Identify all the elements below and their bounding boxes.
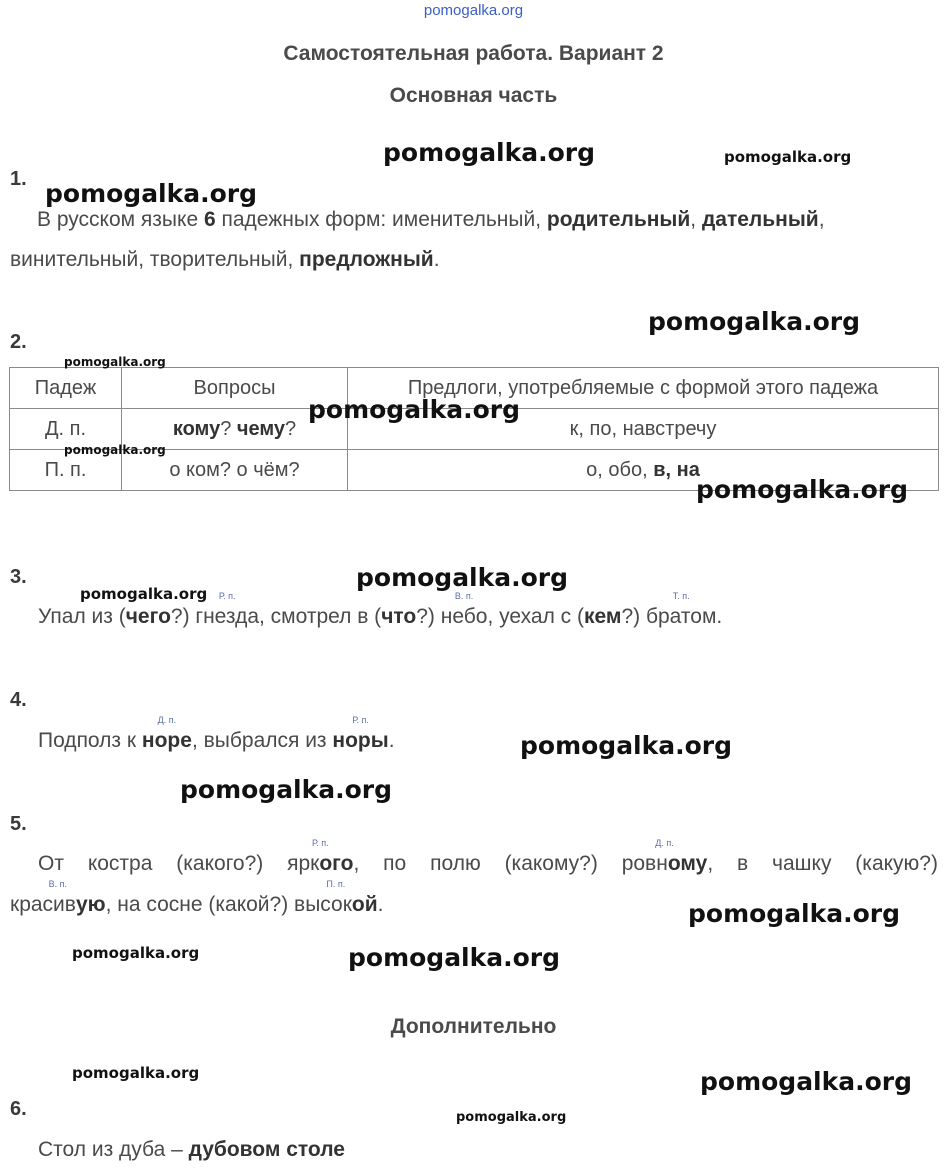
task-4-sentence: Подполз к Д. п. норе, выбрался из Р. п. норы. <box>38 715 395 752</box>
task-6-number: 6. <box>10 1098 27 1120</box>
section-heading-main: Основная часть <box>389 84 558 107</box>
case-tag: Д. п. <box>655 838 674 848</box>
watermark: pomogalka.org <box>688 899 901 928</box>
watermark: pomogalka.org <box>700 1067 913 1096</box>
table-cell: кому? чему? <box>122 409 348 450</box>
watermark: pomogalka.org <box>72 1064 200 1082</box>
watermark: pomogalka.org <box>383 138 596 167</box>
table-cell: П. п. <box>10 450 122 491</box>
task-5-line-1: От костра (какого?) Р. п. яркого, по полю (какому?) Д. п. ровному, в чашку (какую?) <box>38 838 938 875</box>
table-header-cell: Предлоги, употребляемые с формой этого падежа <box>348 368 939 409</box>
task-2-number: 2. <box>10 331 27 353</box>
case-tag: Р. п. <box>218 591 236 601</box>
watermark: pomogalka.org <box>180 775 393 804</box>
table-cell: о, обо, в, на <box>348 450 939 491</box>
watermark: pomogalka.org <box>724 148 852 166</box>
case-tag: Р. п. <box>311 838 329 848</box>
case-tag: Р. п. <box>352 715 369 725</box>
case-tag: П. п. <box>326 879 346 889</box>
watermark: pomogalka.org <box>64 355 166 369</box>
watermark: pomogalka.org <box>64 443 166 457</box>
task-5-line-2: В. п. красивую, на сосне (какой?) П. п. высокой. <box>10 879 384 916</box>
task-1-number: 1. <box>10 168 27 190</box>
watermark: pomogalka.org <box>456 1110 567 1125</box>
watermark: pomogalka.org <box>348 943 561 972</box>
case-tag: Т. п. <box>672 591 690 601</box>
task-1-line-2: винительный, творительный, предложный. <box>10 248 440 271</box>
section-heading-extra: Дополнительно <box>390 1015 557 1038</box>
page-title: Самостоятельная работа. Вариант 2 <box>283 42 664 65</box>
watermark: pomogalka.org <box>45 179 258 208</box>
case-tag: Д. п. <box>157 715 177 725</box>
cases-table <box>9 367 939 491</box>
watermark: pomogalka.org <box>648 307 861 336</box>
table-cell: Д. п. <box>10 409 122 450</box>
case-tag: В. п. <box>454 591 474 601</box>
task-1-line-1: В русском языке 6 падежных форм: именительный, родительный, дательный, <box>37 208 825 231</box>
case-tag: В. п. <box>48 879 67 889</box>
task-3-number: 3. <box>10 566 27 588</box>
table-cell: о ком? о чём? <box>122 450 348 491</box>
task-4-number: 4. <box>10 689 27 711</box>
watermark: pomogalka.org <box>520 731 733 760</box>
task-3-sentence: Упал из (чего?) Р. п. гнезда, смотрел в (что?) В. п. небо, уехал с (кем?) Т. п. братом. <box>38 591 723 628</box>
watermark: pomogalka.org <box>80 585 208 603</box>
task-5-number: 5. <box>10 813 27 835</box>
table-header-cell: Падеж <box>10 368 122 409</box>
site-link[interactable]: pomogalka.org <box>423 2 524 19</box>
table-cell: к, по, навстречу <box>348 409 939 450</box>
watermark: pomogalka.org <box>356 563 569 592</box>
table-header-cell: Вопросы <box>122 368 348 409</box>
watermark: pomogalka.org <box>696 475 909 504</box>
watermark: pomogalka.org <box>72 944 200 962</box>
task-6-sentence: Стол из дуба – дубовом столе <box>38 1138 345 1161</box>
watermark: pomogalka.org <box>308 395 521 424</box>
